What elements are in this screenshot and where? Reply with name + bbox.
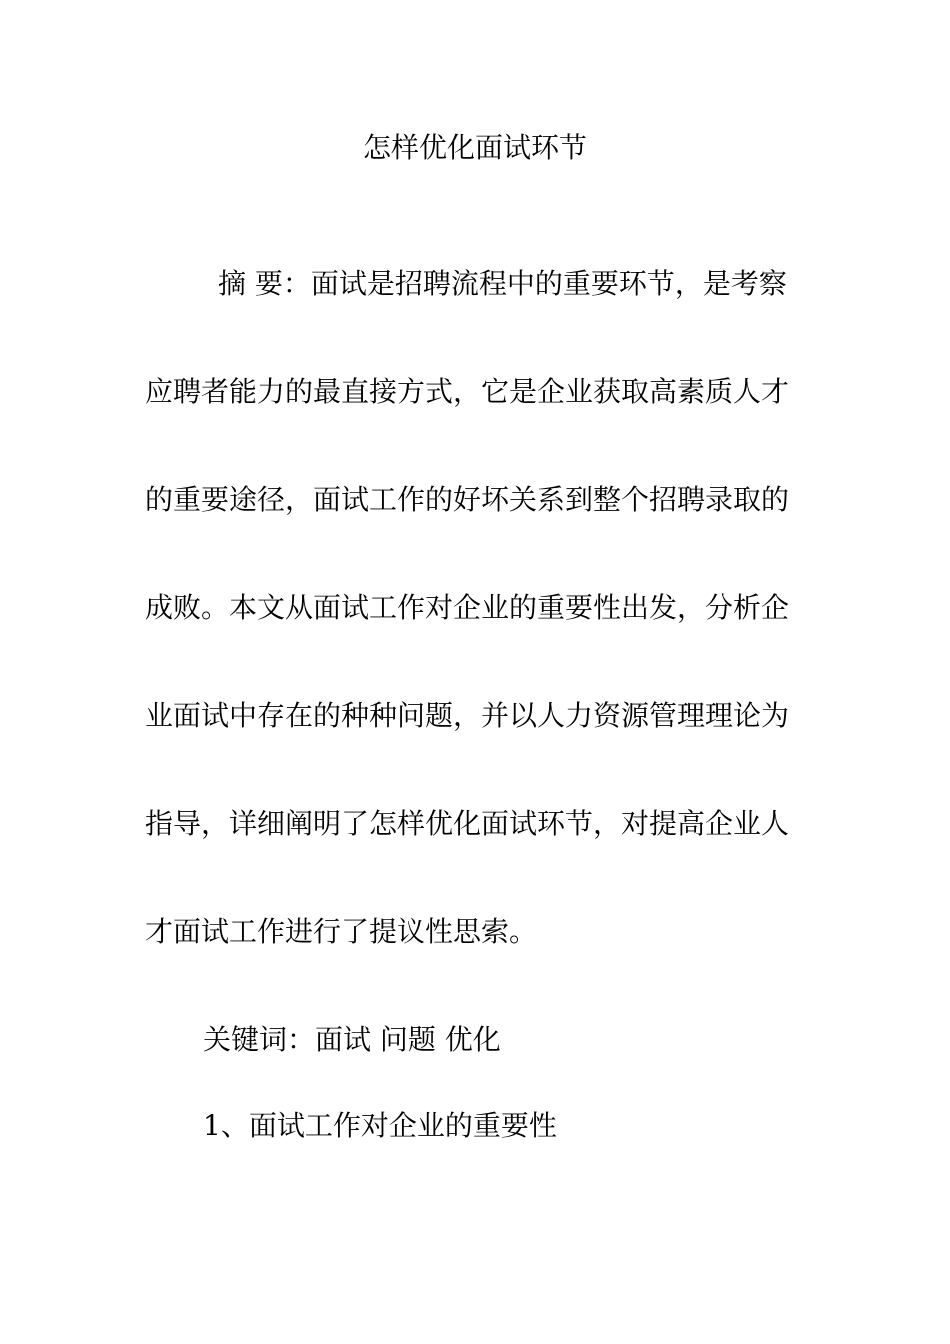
abstract-line-5: 业面试中存在的种种问题，并以人力资源管理理论为 [145,699,790,732]
abstract-line-4: 成败。本文从面试工作对企业的重要性出发，分析企 [145,591,790,624]
section-heading: 1、面试工作对企业的重要性 [203,1109,557,1142]
keywords-line: 关键词：面试 问题 优化 [203,1023,501,1056]
abstract-line-3: 的重要途径，面试工作的好坏关系到整个招聘录取的 [145,483,790,516]
abstract-line-7: 才面试工作进行了提议性思索。 [145,915,538,948]
abstract-line-6: 指导，详细阐明了怎样优化面试环节，对提高企业人 [145,807,790,840]
document-title: 怎样优化面试环节 [362,131,587,164]
abstract-line-2: 应聘者能力的最直接方式，它是企业获取高素质人才 [145,375,790,408]
abstract-line-1: 摘 要：面试是招聘流程中的重要环节，是考察 [218,267,787,300]
